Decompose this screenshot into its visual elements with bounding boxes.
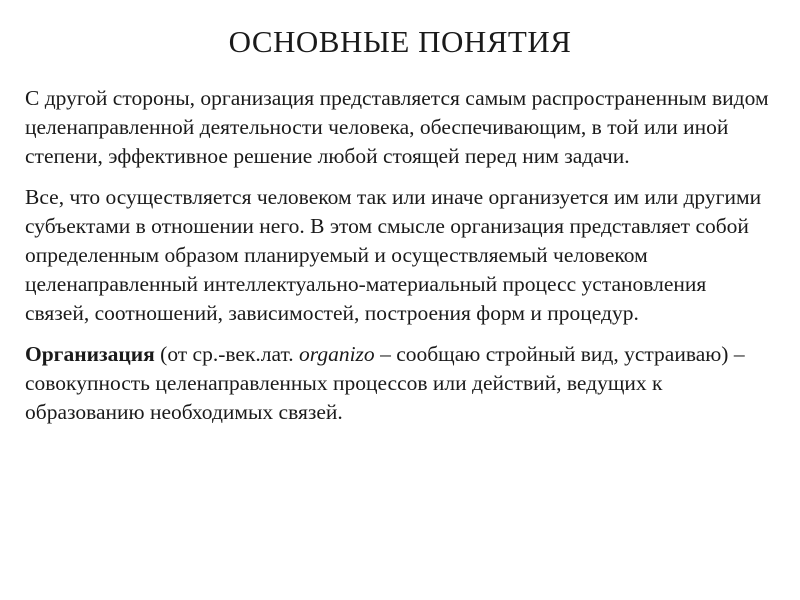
slide-title: ОСНОВНЫЕ ПОНЯТИЯ bbox=[228, 24, 572, 59]
definition-text: – сообщаю стройный вид, устраиваю) – совокупность целенаправленных процессов или действий, ведущих к образованию необходимых связей. bbox=[25, 342, 745, 424]
paragraph-1: С другой стороны, организация представляется самым распространенным видом целенаправленной деятельности человека, обеспечивающим, в той или иной степени, эффективное решение любой стоящей перед ним задачи. bbox=[25, 86, 769, 168]
paragraph-3 bbox=[25, 340, 770, 427]
latin-word: organizo bbox=[299, 342, 375, 366]
slide-content bbox=[25, 84, 770, 427]
definition-intro: (от ср.-век.лат. bbox=[154, 342, 300, 366]
term-organization: Организация bbox=[25, 342, 155, 366]
paragraph-2: Все, что осуществляется человеком так или иначе организуется им или другими субъектами в отношении него. В этом смысле организация представляет собой определенным образом планируемый и осуществляемый человеком целенаправленный интеллектуально-материальный процесс установления связей, соотношений, зависимостей, построения форм и процедур. bbox=[25, 185, 762, 325]
